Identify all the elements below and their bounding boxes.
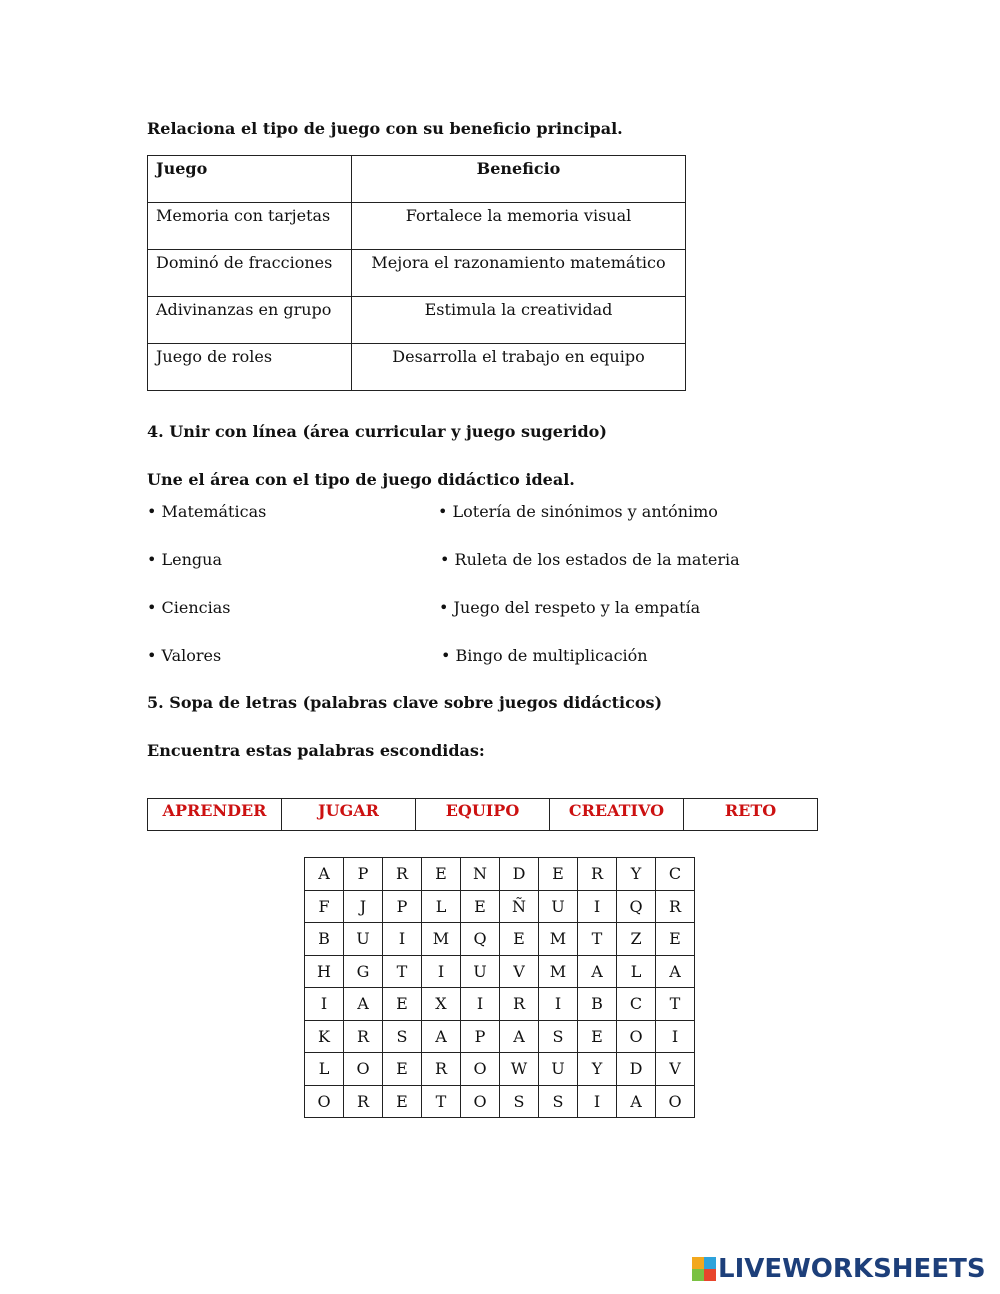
grid-cell[interactable]: I [383, 923, 422, 956]
grid-cell[interactable]: E [461, 890, 500, 923]
benefit-cell: Fortalece la memoria visual [352, 203, 686, 250]
table-row [148, 250, 686, 297]
grid-cell[interactable]: U [461, 955, 500, 988]
grid-cell[interactable]: A [422, 1020, 461, 1053]
grid-cell[interactable]: X [422, 988, 461, 1021]
grid-cell[interactable]: T [656, 988, 695, 1021]
table-row [148, 297, 686, 344]
grid-cell[interactable]: R [344, 1085, 383, 1118]
grid-cell[interactable]: M [539, 923, 578, 956]
grid-cell[interactable]: I [305, 988, 344, 1021]
grid-cell[interactable]: S [539, 1020, 578, 1053]
logo-square-3 [692, 1269, 704, 1281]
grid-row [305, 1085, 695, 1118]
grid-cell[interactable]: I [578, 890, 617, 923]
section4-title: 4. Unir con línea (área curricular y juego sugerido) [147, 422, 607, 441]
keyword-cell: CREATIVO [550, 799, 684, 831]
keyword-cell: APRENDER [148, 799, 282, 831]
grid-cell[interactable]: E [578, 1020, 617, 1053]
grid-cell[interactable]: A [344, 988, 383, 1021]
grid-cell[interactable]: O [344, 1053, 383, 1086]
grid-cell[interactable]: P [461, 1020, 500, 1053]
grid-cell[interactable]: R [656, 890, 695, 923]
game-item-bingo[interactable]: • Bingo de multiplicación [441, 646, 648, 665]
header-juego: Juego [148, 156, 352, 203]
grid-cell[interactable]: P [344, 858, 383, 891]
section4-instruction: Une el área con el tipo de juego didáctico ideal. [147, 470, 575, 489]
grid-cell[interactable]: E [383, 1085, 422, 1118]
table-row [148, 203, 686, 250]
grid-cell[interactable]: R [500, 988, 539, 1021]
grid-row [305, 1053, 695, 1086]
logo-square-1 [692, 1257, 704, 1269]
section5-title: 5. Sopa de letras (palabras clave sobre juegos didácticos) [147, 693, 663, 712]
section5-instruction: Encuentra estas palabras escondidas: [147, 741, 485, 760]
grid-row [305, 955, 695, 988]
grid-cell[interactable]: O [461, 1053, 500, 1086]
keywords-table [147, 798, 818, 831]
grid-cell[interactable]: T [383, 955, 422, 988]
grid-row [305, 988, 695, 1021]
grid-cell[interactable]: H [305, 955, 344, 988]
grid-cell[interactable]: Z [617, 923, 656, 956]
grid-cell[interactable]: J [344, 890, 383, 923]
grid-cell[interactable]: E [383, 1053, 422, 1086]
logo-square-4 [704, 1269, 716, 1281]
area-item-lengua[interactable]: • Lengua [147, 550, 223, 569]
area-item-valores[interactable]: • Valores [147, 646, 222, 665]
game-cell: Adivinanzas en grupo [148, 297, 352, 344]
game-item-ruleta[interactable]: • Ruleta de los estados de la materia [440, 550, 740, 569]
grid-cell[interactable]: U [344, 923, 383, 956]
grid-cell[interactable]: T [578, 923, 617, 956]
game-cell: Juego de roles [148, 344, 352, 391]
game-cell: Memoria con tarjetas [148, 203, 352, 250]
grid-cell[interactable]: I [539, 988, 578, 1021]
keyword-cell: RETO [684, 799, 818, 831]
grid-cell[interactable]: O [656, 1085, 695, 1118]
grid-cell[interactable]: S [383, 1020, 422, 1053]
grid-cell[interactable]: A [617, 1085, 656, 1118]
area-item-matematicas[interactable]: • Matemáticas [147, 502, 267, 521]
grid-cell[interactable]: V [500, 955, 539, 988]
grid-cell[interactable]: I [422, 955, 461, 988]
grid-cell[interactable]: G [344, 955, 383, 988]
grid-cell[interactable]: A [305, 858, 344, 891]
grid-cell[interactable]: R [422, 1053, 461, 1086]
grid-cell[interactable]: E [383, 988, 422, 1021]
grid-cell[interactable]: A [578, 955, 617, 988]
grid-cell[interactable]: O [305, 1085, 344, 1118]
game-item-loteria[interactable]: • Lotería de sinónimos y antónimo [438, 502, 718, 521]
section3-instruction: Relaciona el tipo de juego con su beneficio principal. [147, 119, 623, 138]
grid-cell[interactable]: T [422, 1085, 461, 1118]
grid-cell[interactable]: V [656, 1053, 695, 1086]
grid-cell[interactable]: E [500, 923, 539, 956]
grid-cell[interactable]: S [539, 1085, 578, 1118]
grid-cell[interactable]: U [539, 890, 578, 923]
grid-cell[interactable]: R [578, 858, 617, 891]
grid-cell[interactable]: P [383, 890, 422, 923]
grid-cell[interactable]: C [656, 858, 695, 891]
grid-cell[interactable]: C [617, 988, 656, 1021]
grid-cell[interactable]: O [461, 1085, 500, 1118]
grid-cell[interactable]: S [500, 1085, 539, 1118]
grid-cell[interactable]: L [305, 1053, 344, 1086]
grid-cell[interactable]: Q [461, 923, 500, 956]
game-cell: Dominó de fracciones [148, 250, 352, 297]
area-item-ciencias[interactable]: • Ciencias [147, 598, 231, 617]
grid-cell[interactable]: E [422, 858, 461, 891]
table-header-row [148, 156, 686, 203]
game-item-respeto[interactable]: • Juego del respeto y la empatía [439, 598, 701, 617]
grid-cell[interactable]: D [500, 858, 539, 891]
grid-cell[interactable]: E [656, 923, 695, 956]
grid-cell[interactable]: A [500, 1020, 539, 1053]
grid-cell[interactable]: R [383, 858, 422, 891]
grid-cell[interactable]: R [344, 1020, 383, 1053]
grid-cell[interactable]: M [539, 955, 578, 988]
grid-cell[interactable]: K [305, 1020, 344, 1053]
grid-cell[interactable]: F [305, 890, 344, 923]
grid-cell[interactable]: L [617, 955, 656, 988]
logo-text: LIVEWORKSHEETS [718, 1254, 986, 1284]
header-beneficio: Beneficio [352, 156, 686, 203]
grid-row [305, 923, 695, 956]
table-row [148, 344, 686, 391]
grid-cell[interactable]: O [617, 1020, 656, 1053]
logo-square-2 [704, 1257, 716, 1269]
grid-row [305, 858, 695, 891]
grid-cell[interactable]: U [539, 1053, 578, 1086]
keyword-cell: EQUIPO [416, 799, 550, 831]
grid-cell[interactable]: Q [617, 890, 656, 923]
benefit-cell: Mejora el razonamiento matemático [352, 250, 686, 297]
grid-cell[interactable]: Y [617, 858, 656, 891]
grid-cell[interactable]: I [578, 1085, 617, 1118]
logo-mark-icon [692, 1257, 716, 1281]
grid-cell[interactable]: L [422, 890, 461, 923]
keyword-cell: JUGAR [282, 799, 416, 831]
grid-cell[interactable]: B [305, 923, 344, 956]
relation-table [147, 155, 686, 391]
grid-cell[interactable]: M [422, 923, 461, 956]
grid-row [305, 1020, 695, 1053]
keywords-row [148, 799, 818, 831]
grid-cell[interactable]: A [656, 955, 695, 988]
grid-cell[interactable]: I [461, 988, 500, 1021]
word-search-grid [304, 857, 695, 1118]
grid-cell[interactable]: W [500, 1053, 539, 1086]
benefit-cell: Desarrolla el trabajo en equipo [352, 344, 686, 391]
benefit-cell: Estimula la creatividad [352, 297, 686, 344]
grid-cell[interactable]: I [656, 1020, 695, 1053]
grid-cell[interactable]: D [617, 1053, 656, 1086]
grid-cell[interactable]: N [461, 858, 500, 891]
grid-cell[interactable]: Y [578, 1053, 617, 1086]
grid-cell[interactable]: E [539, 858, 578, 891]
grid-cell[interactable]: B [578, 988, 617, 1021]
grid-cell[interactable]: Ñ [500, 890, 539, 923]
liveworksheets-logo [692, 1254, 986, 1284]
grid-row [305, 890, 695, 923]
